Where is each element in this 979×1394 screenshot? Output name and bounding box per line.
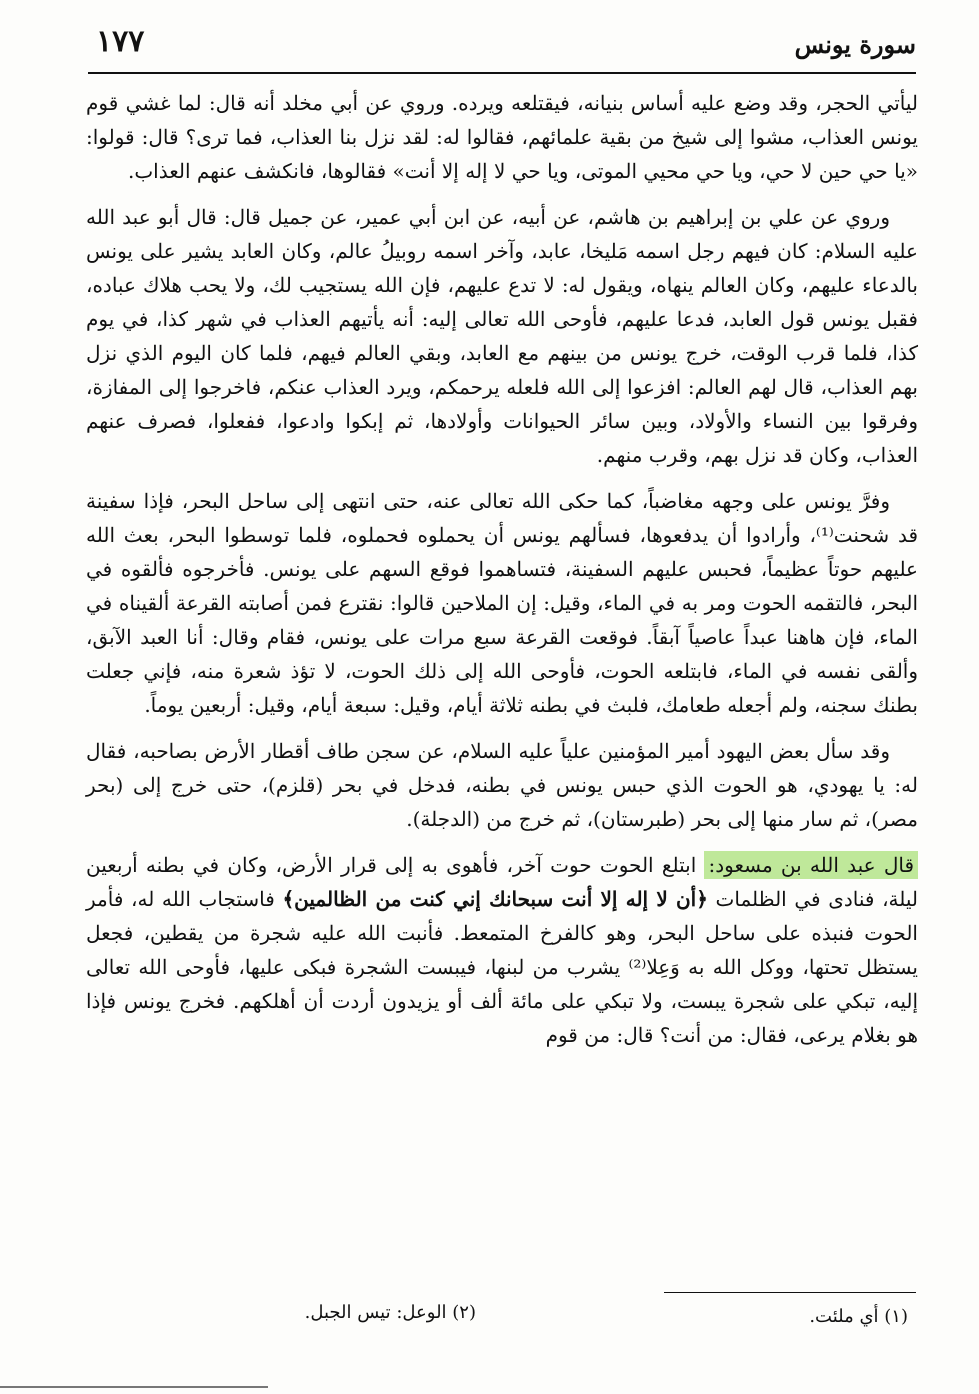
footnote-1: (١) أي ملئت. bbox=[809, 1306, 908, 1327]
footnote-rule bbox=[664, 1292, 916, 1293]
paragraph-5-text-b: فاستجاب الله له، فأمر الحوت فنبذه على ساحل البحر، وهو كالفرخ المتمعط. فأنبت الله عليه شجرة من يقطين، فجعل يستظل تحتها، ووكل الله به وَعِلا⁽²⁾ يشرب من لبنها، فيبست الشجرة فبكى عليها، فأوحى الله تعالى إليه، تبكي على شجرة يبست، ولا تبكي على مائة ألف أو يزيدون أردت أن أهلكهم. فخرج يونس فإذا هو بغلام يرعى، فقال: من أنت؟ قال: من قوم bbox=[86, 887, 918, 1047]
footnotes bbox=[88, 1302, 916, 1342]
paragraph-4: وقد سأل بعض اليهود أمير المؤمنين علياً عليه السلام، عن سجن طاف أقطار الأرض بصاحبه، فقال له: يا يهودي، هو الحوت الذي حبس يونس في بطنه، فدخل في بحر (قلزم)، حتى خرج إلى (بحر مصر)، ثم سار منها إلى بحر (طبرستان)، ثم خرج من (الدجلة). bbox=[86, 739, 918, 831]
footnote-2: (٢) الوعل: تيس الجبل. bbox=[304, 1302, 476, 1323]
header-rule bbox=[88, 72, 916, 74]
paragraph-5 bbox=[86, 848, 918, 1052]
paragraph-5-text-a: ابتلع الحوت حوت آخر، فأهوى به إلى قرار الأرض، وكان في بطنه أربعين ليلة، فنادى في الظلمات bbox=[86, 853, 919, 911]
page-header bbox=[88, 22, 916, 70]
quran-verse: ﴿أن لا إله إلا أنت سبحانك إني كنت من الظالمين﴾ bbox=[282, 887, 708, 911]
highlighted-text[interactable]: قال عبد الله بن مسعود: bbox=[704, 851, 918, 879]
surah-title: سورة يونس bbox=[794, 30, 916, 59]
page-number: ١٧٧ bbox=[96, 24, 145, 59]
paragraph-3: وفرَّ يونس على وجهه مغاضباً، كما حكى الله تعالى عنه، حتى انتهى إلى ساحل البحر، فإذا سفينة قد شحنت⁽¹⁾، وأرادوا أن يدفعوها، فسألهم يونس أن يحملوه فحملوه، فلما توسطوا البحر، بعث الله عليهم حوتاً عظيماً، فحبس عليهم السفينة، فتساهموا فوقع السهم على يونس. فأخرجوه فألقوه في البحر، فالتقمه الحوت ومر به في الماء، وقيل: إن الملاحين قالوا: نقترع فمن أصابته القرعة ألقيناه في الماء، فإن هاهنا عبداً عاصياً آبقاً. فوقعت القرعة سبع مرات على يونس، فقام وقال: أنا العبد الآبق، وألقى نفسه في الماء، فابتلعه الحوت، فأوحى الله إلى ذلك الحوت، لا تؤذ شعرة منه، فإني جعلت بطنك سجنه، ولم أجعله طعامك، فلبث في بطنه ثلاثة أيام، وقيل: سبعة أيام، وقيل: أربعين يوماً. bbox=[86, 489, 918, 717]
paragraph-2: وروي عن علي بن إبراهيم بن هاشم، عن أبيه، عن ابن أبي عمير، عن جميل قال: قال أبو عبد الله عليه السلام: كان فيهم رجل اسمه مَليخا، عابد، وآخر اسمه روبيلُ عالم، وكان العابد يشير على يونس بالدعاء عليهم، وكان العالم ينهاه، ويقول له: لا تدع عليهم، فإن الله يستجيب لك، ولا يحب هلاك عباده، فقبل يونس قول العابد، فدعا عليهم، فأوحى الله تعالى إليه: أنه يأتيهم العذاب في شهر كذا، في يوم كذا، فلما قرب الوقت، خرج يونس من بينهم مع العابد، وبقي العالم فيهم، فلما كان اليوم الذي نزل بهم العذاب، قال لهم العالم: افزعوا إلى الله فلعله يرحمكم، ويرد العذاب عنكم، فاخرجوا إلى المفازة، وفرقوا بين النساء والأولاد، وبين سائر الحيوانات وأولادها، ثم إبكوا وادعوا، ففعلوا، فصرف عنهم العذاب، وكان قد نزل بهم، وقرب منهم. bbox=[86, 205, 918, 467]
paragraph-1: ليأتي الحجر، وقد وضع عليه أساس بنيانه، فيقتلعه ويرده. وروي عن أبي مخلد أنه قال: لما غشي قوم يونس العذاب، مشوا إلى شيخ من بقية علمائهم، فقالوا له: لقد نزل بنا العذاب، فما ترى؟ قال: قولوا: «يا حي حين لا حي، ويا حي محيي الموتى، ويا حي لا إله إلا أنت» فقالوها، فانكشف عنهم العذاب. bbox=[86, 91, 918, 183]
body-text bbox=[86, 86, 918, 1064]
bottom-rule bbox=[0, 1386, 268, 1388]
